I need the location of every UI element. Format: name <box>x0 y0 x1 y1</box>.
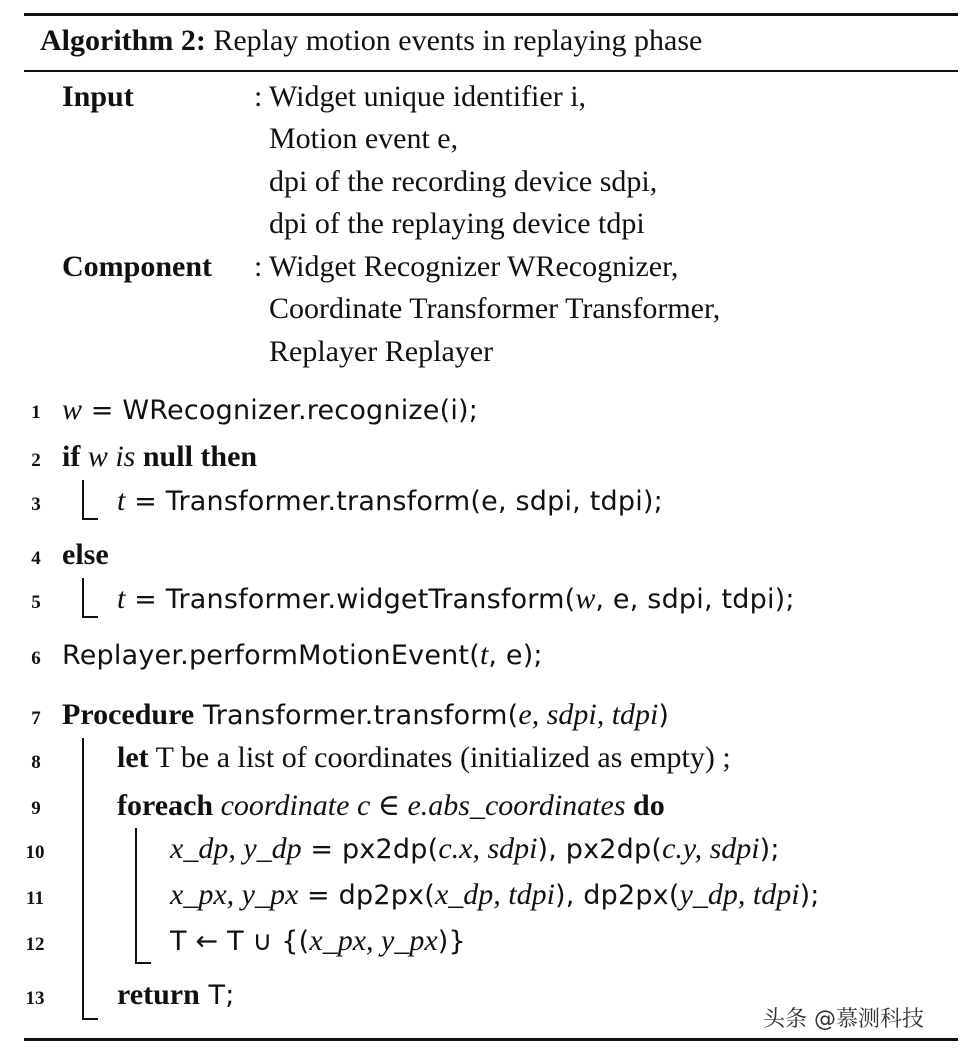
code-text: Transformer.transform( <box>194 700 519 731</box>
code-text: = Transformer.transform(e, sdpi, tdpi); <box>125 486 663 517</box>
code-var: c.x, sdpi <box>438 832 538 865</box>
code-var: w is <box>87 440 136 473</box>
input-label: Input <box>62 80 134 113</box>
code-var: w <box>575 582 596 615</box>
keyword-let: let <box>117 741 149 774</box>
code-line-2 <box>62 440 257 474</box>
keyword-else: else <box>62 538 109 571</box>
code-text: ); <box>759 834 780 865</box>
code-text: ) <box>658 700 670 731</box>
block-end <box>135 962 151 964</box>
watermark: 头条 @慕测科技 <box>763 1007 924 1032</box>
code-text: T; <box>199 980 235 1011</box>
code-var: x_dp, y_dp <box>170 832 302 865</box>
keyword-procedure: Procedure <box>62 698 195 731</box>
component-line: Widget Recognizer WRecognizer, <box>269 250 679 283</box>
code-text: ), dp2px( <box>554 880 680 911</box>
code-text: ), px2dp( <box>537 834 663 865</box>
code-var: w <box>62 393 83 426</box>
title-rule <box>24 70 958 72</box>
input-colon: : <box>254 80 263 113</box>
code-var: coordinate c ∈ e.abs_coordinates <box>220 789 626 822</box>
keyword-if: if <box>62 440 81 473</box>
line-number: 2 <box>31 450 41 471</box>
code-text: = dp2px( <box>298 880 435 911</box>
keyword-null-then: null then <box>142 440 258 473</box>
line-number: 10 <box>25 842 45 863</box>
code-var: x_dp, tdpi <box>434 878 555 911</box>
keyword-do: do <box>633 789 665 822</box>
line-number: 5 <box>31 592 41 613</box>
code-var: x_px, y_px <box>309 924 438 957</box>
code-line-9 <box>117 788 665 823</box>
code-text: = px2dp( <box>301 834 439 865</box>
component-line: Coordinate Transformer Transformer, <box>269 292 721 325</box>
input-line: Widget unique identifier i, <box>269 80 587 113</box>
line-number: 3 <box>31 494 41 515</box>
line-number: 1 <box>31 402 41 423</box>
code-text: = Transformer.widgetTransform( <box>125 584 576 615</box>
code-text: , e); <box>488 640 543 671</box>
line-number: 12 <box>25 934 45 955</box>
block-end <box>82 518 98 520</box>
line-number: 8 <box>31 752 41 773</box>
code-line-11 <box>170 878 820 912</box>
block-bar <box>82 480 84 520</box>
component-label: Component <box>62 250 213 283</box>
block-bar <box>82 578 84 618</box>
block-bar <box>135 828 137 964</box>
code-line-5 <box>117 582 795 616</box>
code-text: , e, sdpi, tdpi); <box>595 584 795 615</box>
bottom-rule <box>24 1038 958 1041</box>
code-line-7 <box>62 698 669 732</box>
code-text: )} <box>437 926 466 957</box>
code-var: t <box>117 582 126 615</box>
code-var: t <box>479 638 489 671</box>
code-line-13 <box>117 978 235 1012</box>
line-number: 4 <box>31 548 41 569</box>
algorithm-label: Algorithm 2: <box>40 24 206 57</box>
component-colon: : <box>254 250 263 283</box>
code-text: ); <box>799 880 820 911</box>
code-var: t <box>117 484 126 517</box>
code-text: Replayer.performMotionEvent( <box>62 640 480 671</box>
code-line-4 <box>62 538 109 572</box>
code-line-8 <box>117 741 731 775</box>
input-line: dpi of the recording device sdpi, <box>269 165 658 198</box>
block-bar <box>82 738 84 1020</box>
line-number: 6 <box>31 648 41 669</box>
code-var: c.y, sdpi <box>662 832 760 865</box>
input-line: dpi of the replaying device tdpi <box>269 207 645 240</box>
top-rule <box>24 13 958 16</box>
algorithm-title <box>40 24 702 58</box>
code-var: x_px, y_px <box>170 878 299 911</box>
keyword-foreach: foreach <box>117 789 214 822</box>
input-line: Motion event e, <box>269 122 459 155</box>
code-text: T ← T ∪ {( <box>170 926 310 957</box>
code-text: = WRecognizer.recognize(i); <box>82 395 479 426</box>
line-number: 13 <box>25 988 45 1009</box>
block-end <box>82 1018 98 1020</box>
code-line-6 <box>62 638 543 672</box>
component-line: Replayer Replayer <box>269 335 494 368</box>
algorithm-caption: Replay motion events in replaying phase <box>213 24 703 57</box>
code-var: y_dp, tdpi <box>679 878 800 911</box>
code-line-1 <box>62 393 478 427</box>
line-number: 11 <box>26 888 44 909</box>
code-line-10 <box>170 832 780 866</box>
code-line-12 <box>170 924 466 958</box>
line-number: 9 <box>31 798 41 819</box>
code-var: e, sdpi, tdpi <box>518 698 659 731</box>
code-line-3 <box>117 484 663 518</box>
block-end <box>82 616 98 618</box>
line-number: 7 <box>31 708 41 729</box>
code-text: T be a list of coordinates (initialized as empty) ; <box>148 741 731 774</box>
keyword-return: return <box>117 978 200 1011</box>
